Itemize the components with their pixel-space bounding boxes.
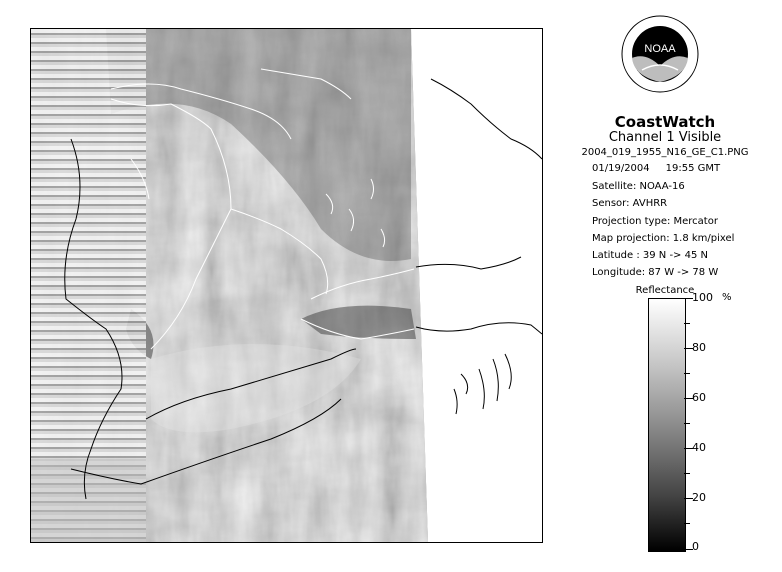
colorbar-tick-label: 0 bbox=[692, 540, 699, 553]
satellite-label: Satellite: NOAA-16 bbox=[592, 181, 685, 192]
date-time-line bbox=[592, 163, 720, 174]
latitude-label: Latitude : 39 N -> 45 N bbox=[592, 250, 708, 261]
colorbar-tick-label: 40 bbox=[692, 441, 706, 454]
sensor-label: Sensor: AVHRR bbox=[592, 198, 668, 209]
colorbar-tick bbox=[684, 523, 690, 524]
filename: 2004_019_1955_N16_GE_C1.PNG bbox=[581, 147, 749, 158]
colorbar-tick-label: 60 bbox=[692, 391, 706, 404]
colorbar-tick-label: 80 bbox=[692, 341, 706, 354]
satellite-image bbox=[30, 28, 543, 543]
noaa-logo-svg bbox=[620, 14, 700, 94]
satellite-image-svg bbox=[31, 29, 542, 542]
logo-text: NOAA bbox=[644, 43, 676, 55]
time-value: 19:55 GMT bbox=[665, 163, 721, 174]
noaa-logo bbox=[620, 14, 700, 94]
product-title: CoastWatch bbox=[614, 113, 716, 131]
colorbar-tick bbox=[684, 473, 690, 474]
swath-imagery bbox=[31, 29, 542, 542]
colorbar-unit: % bbox=[722, 292, 732, 303]
colorbar-title: Reflectance bbox=[635, 285, 695, 296]
colorbar-tick bbox=[684, 423, 690, 424]
map-projection-label: Map projection: 1.8 km/pixel bbox=[592, 233, 735, 244]
colorbar-tick-label: 20 bbox=[692, 491, 706, 504]
reflectance-colorbar bbox=[648, 298, 686, 552]
longitude-label: Longitude: 87 W -> 78 W bbox=[592, 267, 719, 278]
projection-type-label: Projection type: Mercator bbox=[592, 216, 718, 227]
colorbar-tick bbox=[684, 373, 690, 374]
channel-subtitle: Channel 1 Visible bbox=[608, 130, 722, 145]
colorbar-tick-label: 100 bbox=[692, 291, 713, 304]
date-value: 01/19/2004 bbox=[592, 163, 650, 174]
colorbar-tick bbox=[684, 323, 690, 324]
